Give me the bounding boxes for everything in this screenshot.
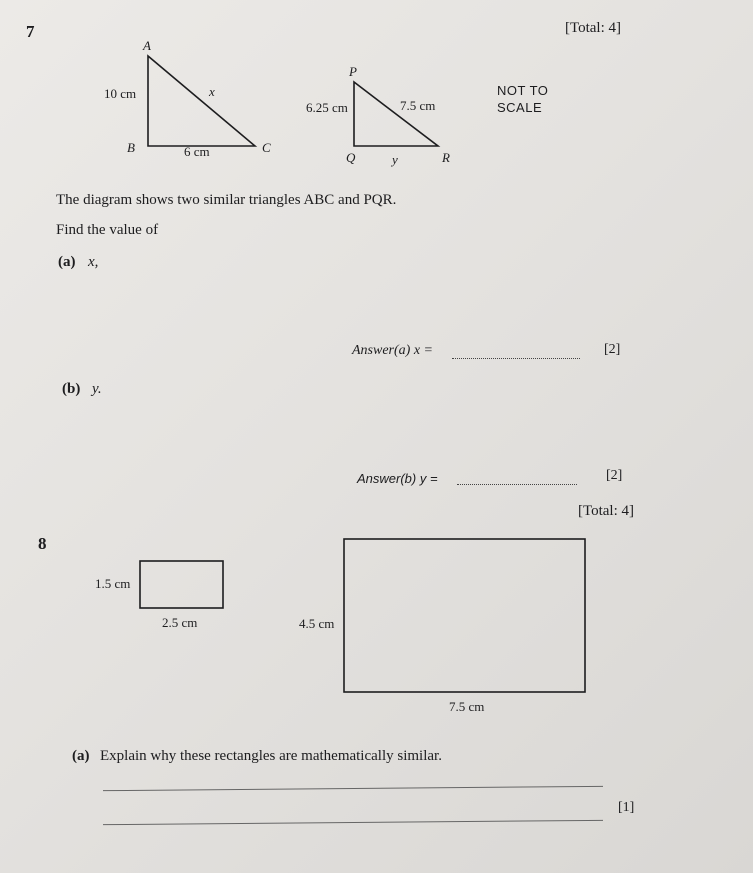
large-rectangle [344,539,585,692]
part-b-label: (b) [62,381,81,397]
small-rect-width-label: 2.5 cm [162,615,198,630]
marks-a: [2] [604,342,621,357]
part-b-text: y. [92,381,102,397]
answer-a-line[interactable] [452,358,580,359]
q8-part-a-text: Explain why these rectangles are mathematically similar. [100,748,442,764]
vertex-c-label: C [262,140,271,155]
large-rect-width-label: 7.5 cm [449,699,485,714]
small-rect-height-label: 1.5 cm [95,576,131,591]
not-to-scale-line-1: NOT TO [497,83,549,98]
triangle-abc [148,56,255,146]
side-bc-label: 6 cm [184,144,210,159]
large-rect-height-label: 4.5 cm [299,616,335,631]
question-7-description: The diagram shows two similar triangles ABC and PQR. [56,192,397,208]
triangle-pqr [354,82,438,146]
vertex-r-label: R [442,150,450,165]
side-pr-label: 7.5 cm [400,98,436,113]
question-7-instruction: Find the value of [56,222,159,238]
side-qr-label: y [392,152,398,167]
vertex-a-label: A [143,38,151,53]
q8-part-a-label: (a) [72,748,90,764]
vertex-q-label: Q [346,150,356,165]
marks-b: [2] [606,468,623,483]
side-ac-label: x [209,84,215,99]
part-a-label: (a) [58,254,76,270]
vertex-b-label: B [127,140,135,155]
q8-marks-a: [1] [618,800,635,815]
side-ab-label: 10 cm [104,86,137,101]
part-a-text: x, [88,254,99,270]
question-7-total: [Total: 4] [565,20,622,36]
vertex-p-label: P [349,64,357,79]
question-7-total-end: [Total: 4] [578,503,635,519]
question-7-number: 7 [26,22,35,41]
question-8-number: 8 [38,534,47,553]
side-pq-label: 6.25 cm [306,100,348,115]
answer-a-label: Answer(a) x = [352,343,433,358]
answer-b-line[interactable] [457,484,577,485]
small-rectangle [140,561,223,608]
not-to-scale-line-2: SCALE [497,100,543,115]
answer-b-label: Answer(b) y = [357,471,438,486]
